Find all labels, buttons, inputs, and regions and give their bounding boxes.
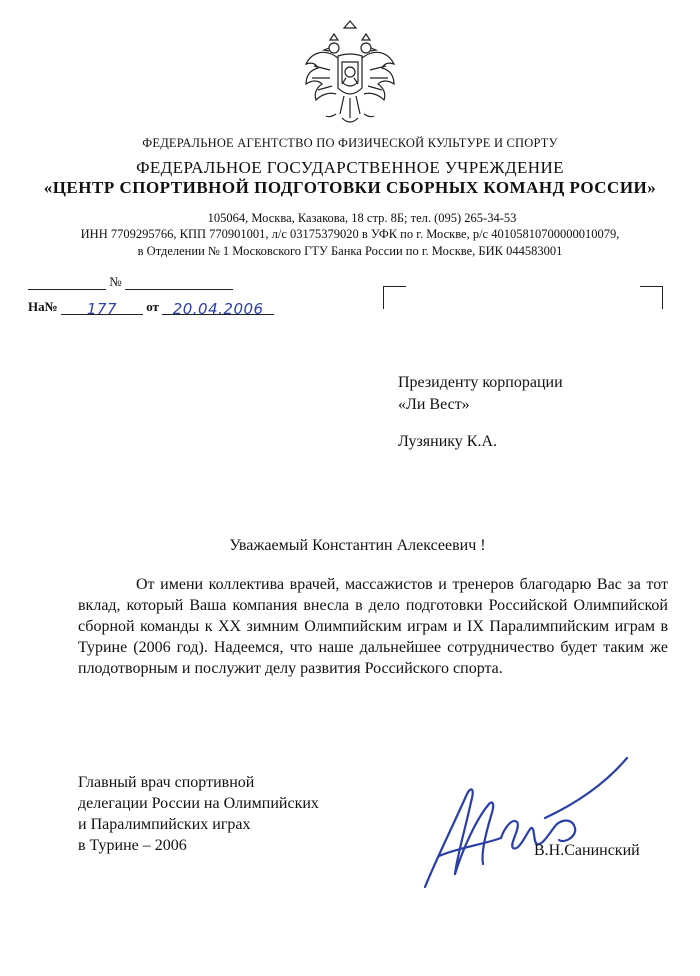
signatory-title-line: Главный врач спортивной [78, 774, 255, 791]
reply-date: 20.04.2006 [172, 300, 264, 318]
signatory-title-line: и Паралимпийских играх [78, 816, 251, 833]
addressee-company: «Ли Вест» [398, 396, 470, 413]
address-window-corner-right [640, 286, 663, 309]
outgoing-number-blank [28, 275, 106, 290]
addressee-name: Лузянику К.А. [398, 433, 498, 450]
reply-label: На№ [28, 299, 58, 314]
handwritten-signature [405, 752, 635, 902]
address-line: 105064, Москва, Казакова, 18 стр. 8Б; тел. (095) 265-34-53 [207, 211, 517, 225]
number-sign: № [109, 274, 122, 289]
reply-number-field [61, 300, 143, 318]
institution-type: ФЕДЕРАЛЬНОЕ ГОСУДАРСТВЕННОЕ УЧРЕЖДЕНИЕ [136, 158, 564, 177]
letter-body: От имени коллектива врачей, массажистов и тренеров благодарю Вас за тот вклад, который Ваша компания внесла в дело подготовки Российской Олимпийской сборной команды к XX зимним Олимпийским играм и IX Паралимпийским играм в Турине (2006 год). Надеемся, что наше дальнейшее сотрудничество будет таким же плодотворным и послужит делу развития Российского спорта. [78, 576, 668, 677]
signatory-title-line: делегации России на Олимпийских [78, 795, 319, 812]
reply-date-field [162, 300, 274, 318]
date-label: от [146, 299, 159, 314]
signatory-title [78, 772, 319, 856]
bank-details-line: ИНН 7709295766, КПП 770901001, л/с 03175379020 в УФК по г. Москве, р/с 40105810700000010079, [80, 227, 620, 241]
institution-name: «ЦЕНТР СПОРТИВНОЙ ПОДГОТОВКИ СБОРНЫХ КОМАНД РОССИИ» [43, 178, 657, 197]
coat-of-arms-emblem [300, 18, 400, 130]
addressee-block [398, 372, 563, 416]
outgoing-reference [28, 274, 233, 290]
incoming-reference [28, 299, 274, 318]
salutation: Уважаемый Константин Алексеевич ! [229, 537, 486, 554]
addressee-position: Президенту корпорации [398, 374, 563, 391]
outgoing-date-blank [125, 275, 233, 290]
signatory-name: В.Н.Санинский [534, 842, 640, 859]
address-window-corner-left [383, 286, 406, 309]
bank-branch-line: в Отделении № 1 Московского ГТУ Банка России по г. Москве, БИК 044583001 [137, 244, 563, 258]
agency-name: ФЕДЕРАЛЬНОЕ АГЕНТСТВО ПО ФИЗИЧЕСКОЙ КУЛЬТУРЕ И СПОРТУ [142, 136, 558, 150]
reply-number: 177 [86, 300, 117, 318]
signatory-title-line: в Турине – 2006 [78, 837, 187, 854]
